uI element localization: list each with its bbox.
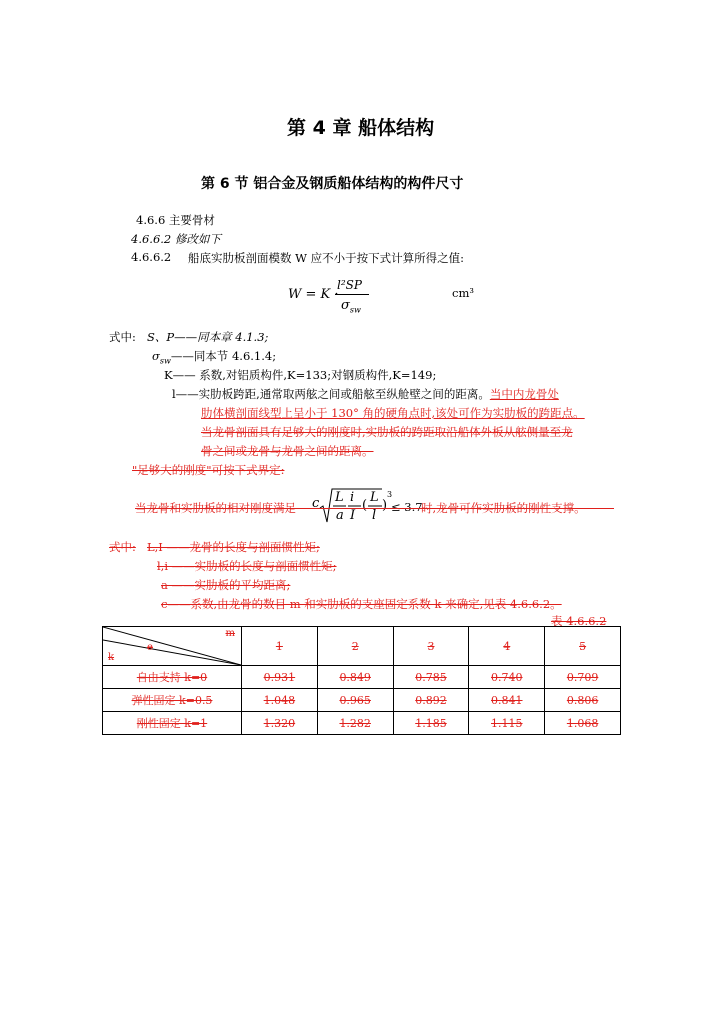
formula-I: I: [350, 508, 356, 523]
table-corner-cell: [103, 627, 242, 666]
formula-lhs: W = K ·: [288, 287, 339, 302]
para-text: 船底实肋板剖面模数 W 应不小于按下式计算所得之值:: [188, 251, 465, 265]
formula-L2: L: [370, 490, 379, 505]
corner-m: m: [225, 628, 235, 639]
table-cell: 1.320: [242, 712, 318, 735]
formula-fraction-bar: [335, 294, 369, 295]
stiffness-intro: 式中:: [109, 540, 136, 554]
def-l-red: 当中内龙骨处: [489, 387, 559, 401]
table-cell: 0.892: [393, 689, 469, 712]
col-header: 1: [242, 627, 318, 666]
row-label: 刚性固定 k=1: [103, 712, 242, 735]
def-s-p: S、P——同本章 4.1.3;: [147, 330, 269, 344]
def-sigma-sub: sw: [159, 356, 171, 366]
col-header: 2: [317, 627, 393, 666]
chapter-title: 第 4 章 船体结构: [287, 117, 435, 139]
table-cell: 0.740: [469, 666, 545, 689]
table-cell: 0.806: [545, 689, 621, 712]
def-a: a ——实肋板的平均距离;: [161, 578, 291, 592]
diagonal-lines-icon: [103, 627, 241, 665]
table-row: [103, 712, 621, 735]
table-cell: 1.282: [317, 712, 393, 735]
def-l-i: l,i ——实肋板的长度与剖面惯性矩;: [157, 559, 337, 573]
formula-L: L: [335, 490, 344, 505]
formula-denominator-sub: sw: [349, 305, 361, 315]
def-l: l——实肋板跨距,通常取两舷之间或船舷至纵舱壁之间的距离。当中内龙骨处: [172, 387, 559, 401]
defs-intro: 式中:: [109, 330, 136, 344]
col-header: 5: [545, 627, 621, 666]
table-row: [103, 666, 621, 689]
table-cell: 1.068: [545, 712, 621, 735]
table-cell: 0.849: [317, 666, 393, 689]
corner-k: k: [108, 652, 115, 663]
formula-numerator: l²SP: [337, 278, 362, 292]
table-caption: 表 4.6.6.2: [551, 614, 607, 628]
table-cell: 0.931: [242, 666, 318, 689]
table-cell: 0.785: [393, 666, 469, 689]
formula-l: l: [372, 508, 377, 523]
def-sigma: $\sigma_{sw}——$同本节 4.6.1.4;: [152, 349, 277, 366]
table-header-row: [103, 627, 621, 666]
para-number: 4.6.6.2: [131, 250, 172, 264]
formula-unit: cm³: [452, 286, 474, 300]
section-title: 第 6 节 铝合金及钢质船体结构的构件尺寸: [201, 176, 464, 192]
formula-denominator: $\sigma_{sw}$: [341, 298, 361, 315]
stiffness-formula: [312, 486, 392, 526]
def-l-line4: 骨之间或龙骨与龙骨之间的距离。: [201, 444, 374, 458]
stiffness-strike-line: [135, 508, 614, 509]
def-l-line3: 当龙骨剖面具有足够大的刚度时,实肋板的跨距取沿船体外板从舷侧量至龙: [201, 425, 573, 439]
stiffness-cond-rhs: ≤ 3.7: [391, 500, 423, 514]
table-cell: 0.965: [317, 689, 393, 712]
col-header: 4: [469, 627, 545, 666]
stiffness-cond-post: 时,龙骨可作实肋板的刚性支撑。: [421, 501, 586, 515]
formula-close-paren: ): [382, 498, 388, 513]
table-cell: 0.841: [469, 689, 545, 712]
table-cell: 1.048: [242, 689, 318, 712]
formula-a: a: [336, 508, 344, 523]
table-row: [103, 689, 621, 712]
formula-exp: 3: [387, 490, 393, 499]
clause-heading: 4.6.6 主要骨材: [136, 213, 215, 227]
stiffness-heading: "足够大的刚度"可按下式界定:: [132, 463, 285, 477]
table-cell: 1.115: [469, 712, 545, 735]
def-l-line2: 肋体横剖面线型上呈小于 130° 角的硬角点时,该处可作为实肋板的跨距点。: [201, 406, 585, 420]
def-k: K—— 系数,对铝质构件,K=133;对钢质构件,K=149;: [164, 368, 437, 382]
row-label: 弹性固定 k=0.5: [103, 689, 242, 712]
stiffness-cond-pre: 当龙骨和实肋板的相对刚度满足: [135, 501, 296, 515]
revision-ref: 4.6.6.2 修改如下: [131, 232, 221, 246]
table-cell: 0.709: [545, 666, 621, 689]
def-c: c——系数,由龙骨的数目 m 和实肋板的支座固定系数 k 来确定,见表 4.6.6.2。: [161, 597, 562, 611]
corner-e: e: [147, 642, 153, 653]
formula-open-paren: (: [362, 498, 368, 513]
def-L-I: L,I ——龙骨的长度与剖面惯性矩;: [147, 540, 320, 554]
coefficient-table: [102, 626, 621, 735]
row-label: 自由支持 k=0: [103, 666, 242, 689]
table-cell: 1.185: [393, 712, 469, 735]
formula-i: i: [350, 490, 355, 505]
col-header: 3: [393, 627, 469, 666]
formula-c: c: [312, 496, 320, 511]
